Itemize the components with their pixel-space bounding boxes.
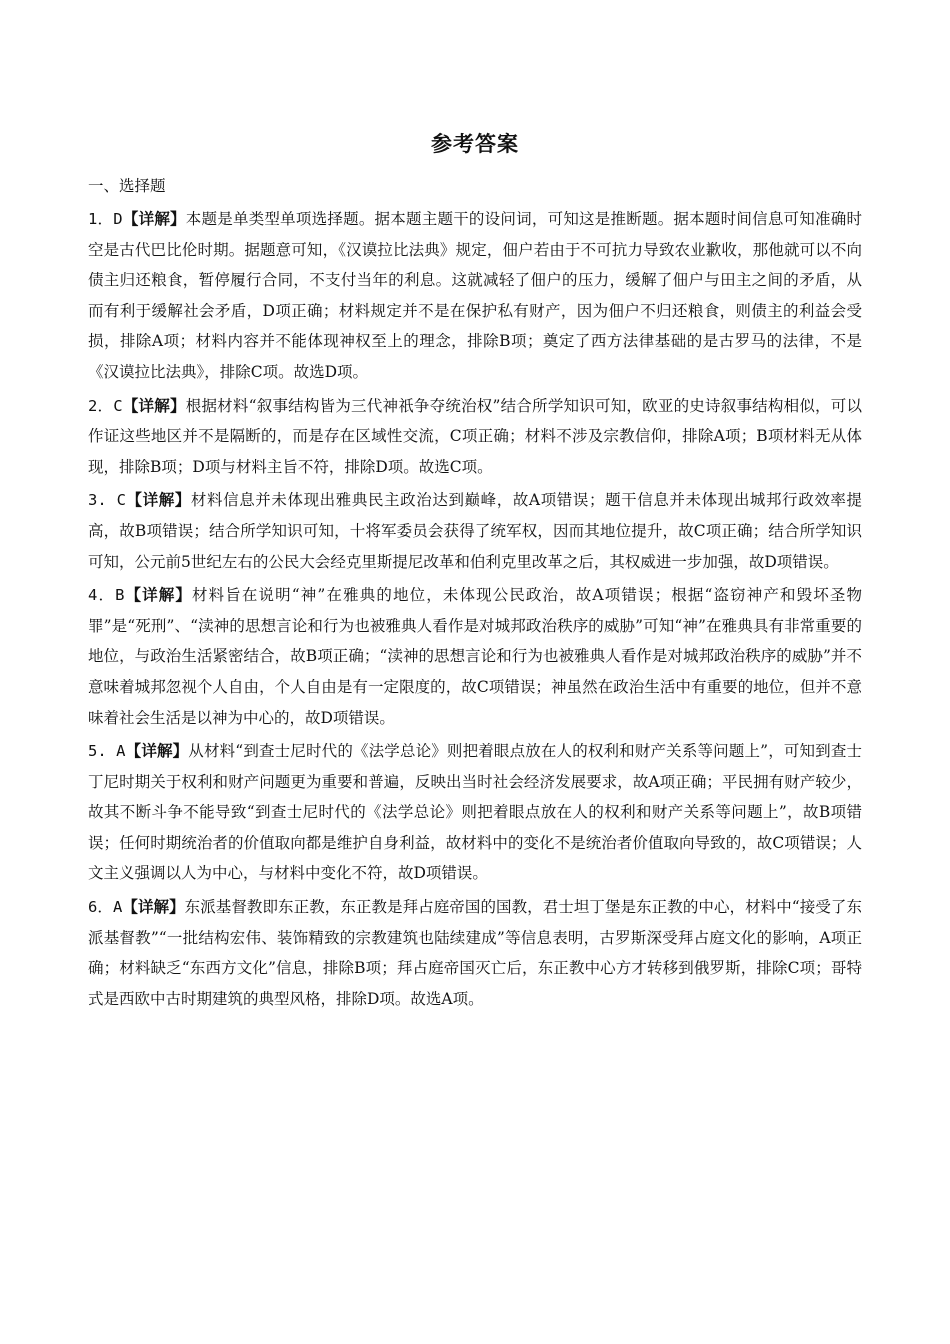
answer-number: 4．B: [88, 586, 125, 605]
answer-item-2: [88, 391, 862, 483]
answer-number: 5. A: [88, 742, 126, 761]
answer-tag: 【详解】: [122, 209, 186, 228]
page-title: 参考答案: [431, 132, 519, 156]
section-heading: 一、选择题: [88, 177, 166, 195]
answer-item-6: [88, 892, 862, 1014]
answer-number: 6．A: [88, 898, 123, 917]
answer-number: 2．C: [88, 396, 123, 415]
answer-text: 从材料“到查士尼时代的《法学总论》则把着眼点放在人的权利和财产关系等问题上”，可知到查士丁尼时期关于权利和财产问题更为重要和普遍，反映出当时社会经济发展要求，故A项正确；平民拥有财产较少，故其不断斗争不能导致“到查士尼时代的《法学总论》则把着眼点放在人的权利和财产关系等问题上”，故B项错误；任何时期统治者的价值取向都是维护自身利益，故材料中的变化不是统治者价值取向导致的，故C项错误；人文主义强调以人为中心，与材料中变化不符，故D项错误。: [88, 742, 862, 883]
answer-tag: 【详解】: [125, 741, 189, 761]
answer-content: [88, 171, 862, 1014]
answer-tag: 【详解】: [124, 585, 193, 605]
answer-tag: 【详解】: [122, 897, 185, 917]
answer-item-5: [88, 736, 862, 889]
answer-number: 1．D: [88, 210, 123, 228]
answer-item-1: [88, 204, 862, 388]
answer-text: 材料旨在说明“神”在雅典的地位，未体现公民政治，故A项错误；根据“盗窃神产和毁坏圣物罪”是“死刑”、“渎神的思想言论和行为也被雅典人看作是对城邦政治秩序的威胁”可知“神”在雅典具有非常重要的地位，与政治生活紧密结合，故B项正确；“渎神的思想言论和行为也被雅典人看作是对城邦政治秩序的威胁”并不意味着城邦忽视个人自由，个人自由是有一定限度的，故C项错误；神虽然在政治生活中有重要的地位，但并不意味着社会生活是以神为中心的，故D项错误。: [88, 586, 862, 727]
answer-text: 材料信息并未体现出雅典民主政治达到巅峰，故A项错误；题干信息并未体现出城邦行政效率提高，故B项错误；结合所学知识可知，十将军委员会获得了统军权，因而其地位提升，故C项正确；结合所学知识可知，公元前5世纪左右的公民大会经克里斯提尼改革和伯利克里改革之后，其权威进一步加强，故D项错误。: [88, 491, 863, 571]
answer-number: 3. C: [88, 491, 126, 510]
answer-tag: 【详解】: [125, 490, 191, 510]
answer-text: 根据材料“叙事结构皆为三代神祇争夺统治权”结合所学知识可知，欧亚的史诗叙事结构相似，可以作证这些地区并不是隔断的，而是存在区域性交流，C项正确；材料不涉及宗教信仰，排除A项；B项材料无从体现，排除B项；D项与材料主旨不符，排除D项。故选C项。: [88, 396, 862, 476]
answer-text: 本题是单类型单项选择题。据本题主题干的设问词，可知这是推断题。据本题时间信息可知准确时空是古代巴比伦时期。据题意可知，《汉谟拉比法典》规定，佃户若由于不可抗力导致农业歉收，那他就可以不向债主归还粮食，暂停履行合同，不支付当年的利息。这就减轻了佃户的压力，缓解了佃户与田主之间的矛盾，从而有利于缓解社会矛盾，D项正确；材料规定并不是在保护私有财产，因为佃户不归还粮食，则债主的利益会受损，排除A项；材料内容并不能体现神权至上的理念，排除B项；奠定了西方法律基础的是古罗马的法律，不是《汉谟拉比法典》，排除C项。故选D项。: [88, 210, 862, 381]
answer-tag: 【详解】: [122, 395, 186, 415]
answer-text: 东派基督教即东正教，东正教是拜占庭帝国的国教，君士坦丁堡是东正教的中心，材料中“接受了东派基督教”“一批结构宏伟、装饰精致的宗教建筑也陆续建成”等信息表明，古罗斯深受拜占庭文化的影响，A项正确；材料缺乏“东西方文化”信息，排除B项；拜占庭帝国灭亡后，东正教中心方才转移到俄罗斯，排除C项；哥特式是西欧中古时期建筑的典型风格，排除D项。故选A项。: [88, 898, 862, 1008]
answer-item-4: [88, 580, 862, 733]
answer-item-3: [88, 485, 862, 577]
